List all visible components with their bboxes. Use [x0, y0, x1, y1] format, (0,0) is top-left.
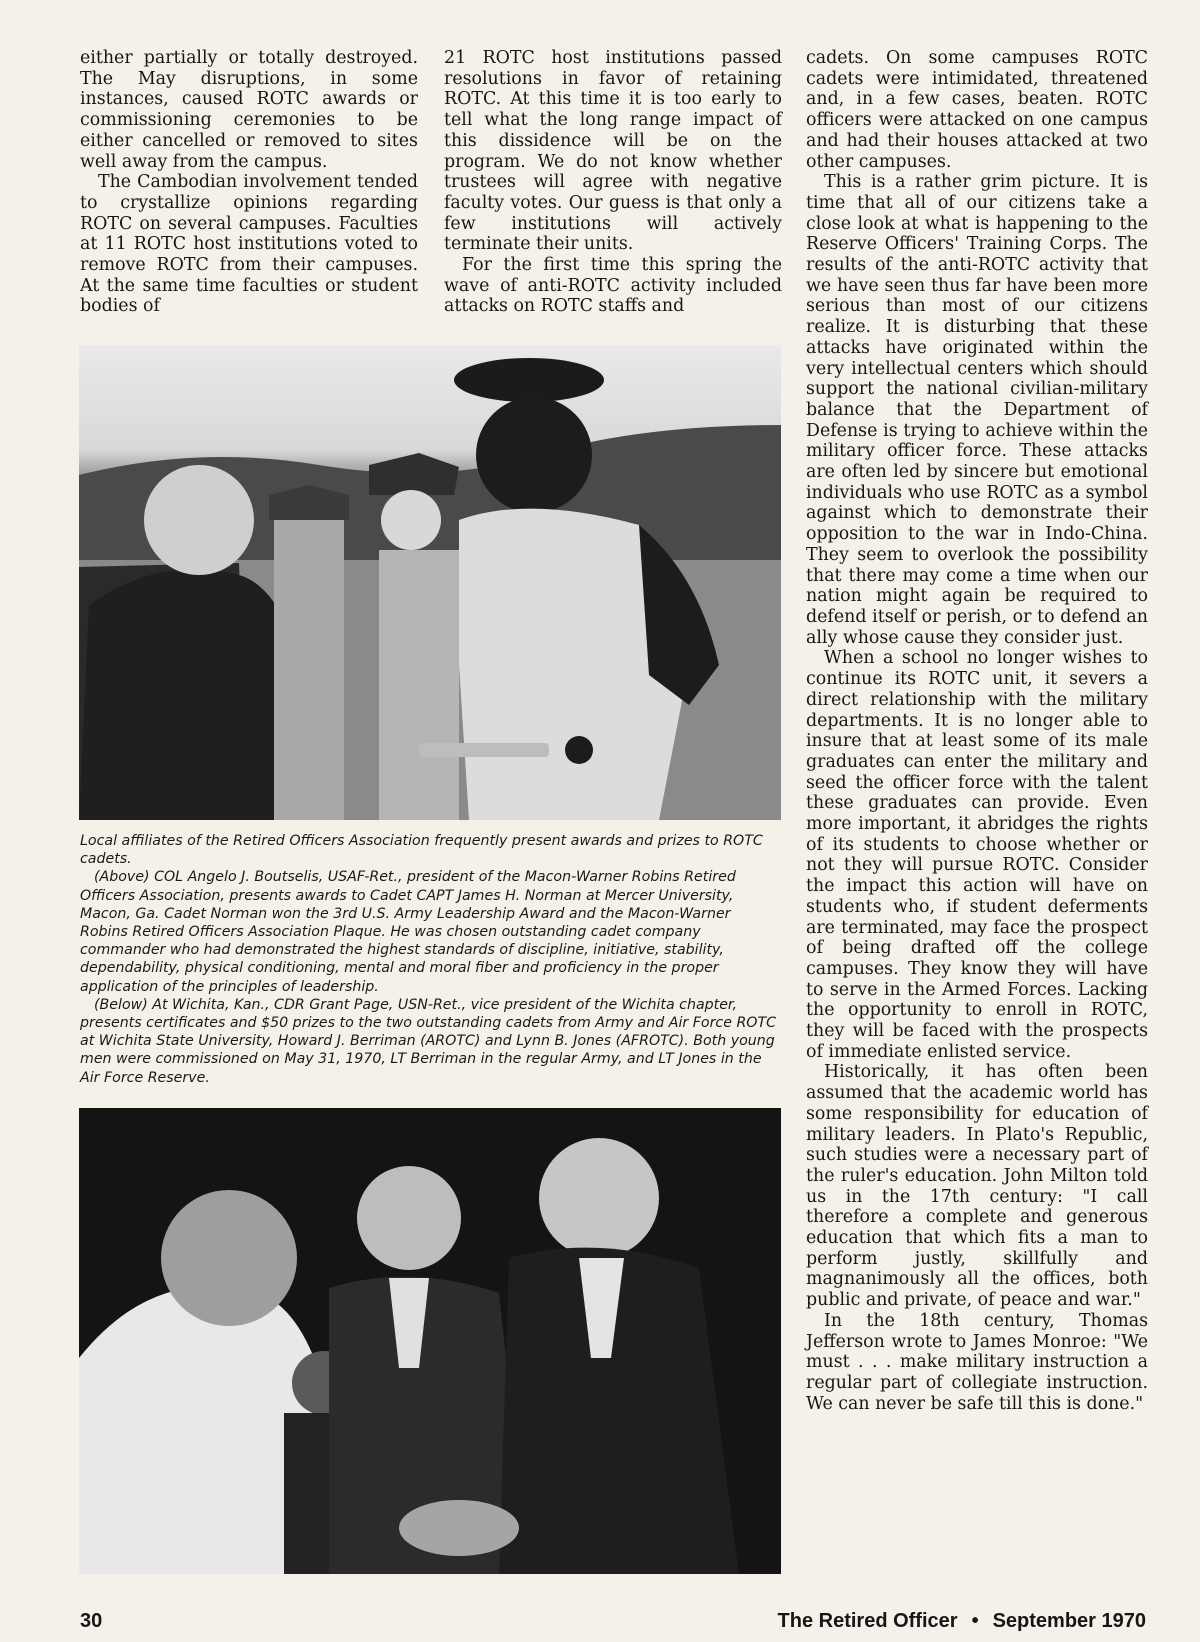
paragraph: In the 18th century, Thomas Jefferson wrote to James Monroe: "We must . . . make military instruction a regular part of collegiate instruction. We can never be safe till this is done." — [806, 1310, 1148, 1414]
paragraph: Historically, it has often been assumed that the academic world has some responsibility for education of military leaders. In Plato's Republic, such studies were a necessary part of the ruler's education. John Milton told us in the 17th century: "I call therefore a complete and generous education that which fits a man to perform justly, skillfully and magnanimously all the offices, both public and private, of peace and war." — [806, 1062, 1148, 1311]
paragraph: When a school no longer wishes to continue its ROTC unit, it severs a direct relationship with the military departments. It is no longer able to insure that at least some of its male graduates can enter the military and seed the officer force with the talent these graduates can provide. Even more important, it abridges the rights of its students to choose whether or not they will pursue ROTC. Consider the impact this action will have on students who, if student deferments are terminated, may face the prospect of being drafted off the college campuses. They know they will have to serve in the Armed Forces. Lacking the opportunity to enroll in ROTC, they will be faced with the prospects of immediate enlisted service. — [806, 648, 1148, 1062]
page-number: 30 — [80, 1610, 103, 1632]
paragraph: 21 ROTC host institutions passed resolutions in favor of retaining ROTC. At this time it is too early to tell what the long range impact of this dissidence will be on the program. We do not know whether trustees will agree with negative faculty votes. Our guess is that only a few institutions will actively terminate their units. — [444, 48, 782, 255]
publication-line — [778, 1610, 1146, 1633]
photo-illustration — [79, 1108, 781, 1574]
article-column-2 — [444, 48, 782, 317]
paragraph: This is a rather grim picture. It is time that all of our citizens take a close look at what is happening to the Reserve Officers' Training Corps. The results of the anti-ROTC activity that we have seen thus far have been more serious than most of our citizens realize. It is disturbing that these attacks have originated within the very intellectual centers which should support the national civilian-military balance that the Department of Defense is trying to achieve within the military officer force. These attacks are often led by sincere but emotional individuals who use ROTC as a symbol against which to demonstrate their opposition to the war in Indo-China. They seem to overlook the possibility that there may come a time when our nation might again be required to defend itself or perish, or to defend an ally whose cause they consider just. — [806, 172, 1148, 648]
paragraph: cadets. On some campuses ROTC cadets were intimidated, threatened and, in a few cases, beaten. ROTC officers were attacked on one campus and had their houses attacked at two other campuses. — [806, 48, 1148, 172]
photo-award-ceremony-indoor — [79, 1108, 781, 1574]
photo-illustration — [79, 345, 781, 820]
photo-caption — [80, 832, 780, 1087]
article-column-1 — [80, 48, 418, 317]
caption-intro: Local affiliates of the Retired Officers Association frequently present awards and prizes to ROTC cadets. — [80, 833, 763, 868]
magazine-title: The Retired Officer — [777, 1610, 958, 1632]
caption-above: (Above) COL Angelo J. Boutselis, USAF-Ret., president of the Macon-Warner Robins Retired Officers Association, presents awards to Cadet CAPT James H. Norman at Mercer University, Macon, Ga. Cadet Norman won the 3rd U.S. Army Leadership Award and the Macon-Warner Robins Retired Officers Association Plaque. He was chosen outstanding cadet company commander who had demonstrated the highest standards of discipline, initiative, stability, dependability, physical conditioning, mental and moral fiber and proficiency in the proper application of the principles of leadership. — [80, 869, 736, 995]
issue-date: September 1970 — [992, 1610, 1146, 1632]
caption-below: (Below) At Wichita, Kan., CDR Grant Page, USN-Ret., vice president of the Wichita chapter, presents certificates and $50 prizes to the two outstanding cadets from Army and Air Force ROTC at Wichita State University, Howard J. Berriman (AROTC) and Lynn B. Jones (AFROTC). Both young men were commissioned on May 31, 1970, LT Berriman in the regular Army, and LT Jones in the Air Force Reserve. — [80, 996, 777, 1086]
photo-award-ceremony-outdoor — [79, 345, 781, 820]
paragraph: The Cambodian involvement tended to crystallize opinions regarding ROTC on several campuses. Faculties at 11 ROTC host institutions voted to remove ROTC from their campuses. At the same time faculties or student bodies of — [80, 172, 418, 317]
separator-bullet: • — [971, 1610, 979, 1632]
paragraph: For the first time this spring the wave of anti-ROTC activity included attacks on ROTC staffs and — [444, 255, 782, 317]
page-footer — [80, 1610, 1146, 1634]
paragraph: either partially or totally destroyed. The May disruptions, in some instances, caused ROTC awards or commissioning ceremonies to be either cancelled or removed to sites well away from the campus. — [80, 48, 418, 172]
article-column-3 — [806, 48, 1148, 1414]
